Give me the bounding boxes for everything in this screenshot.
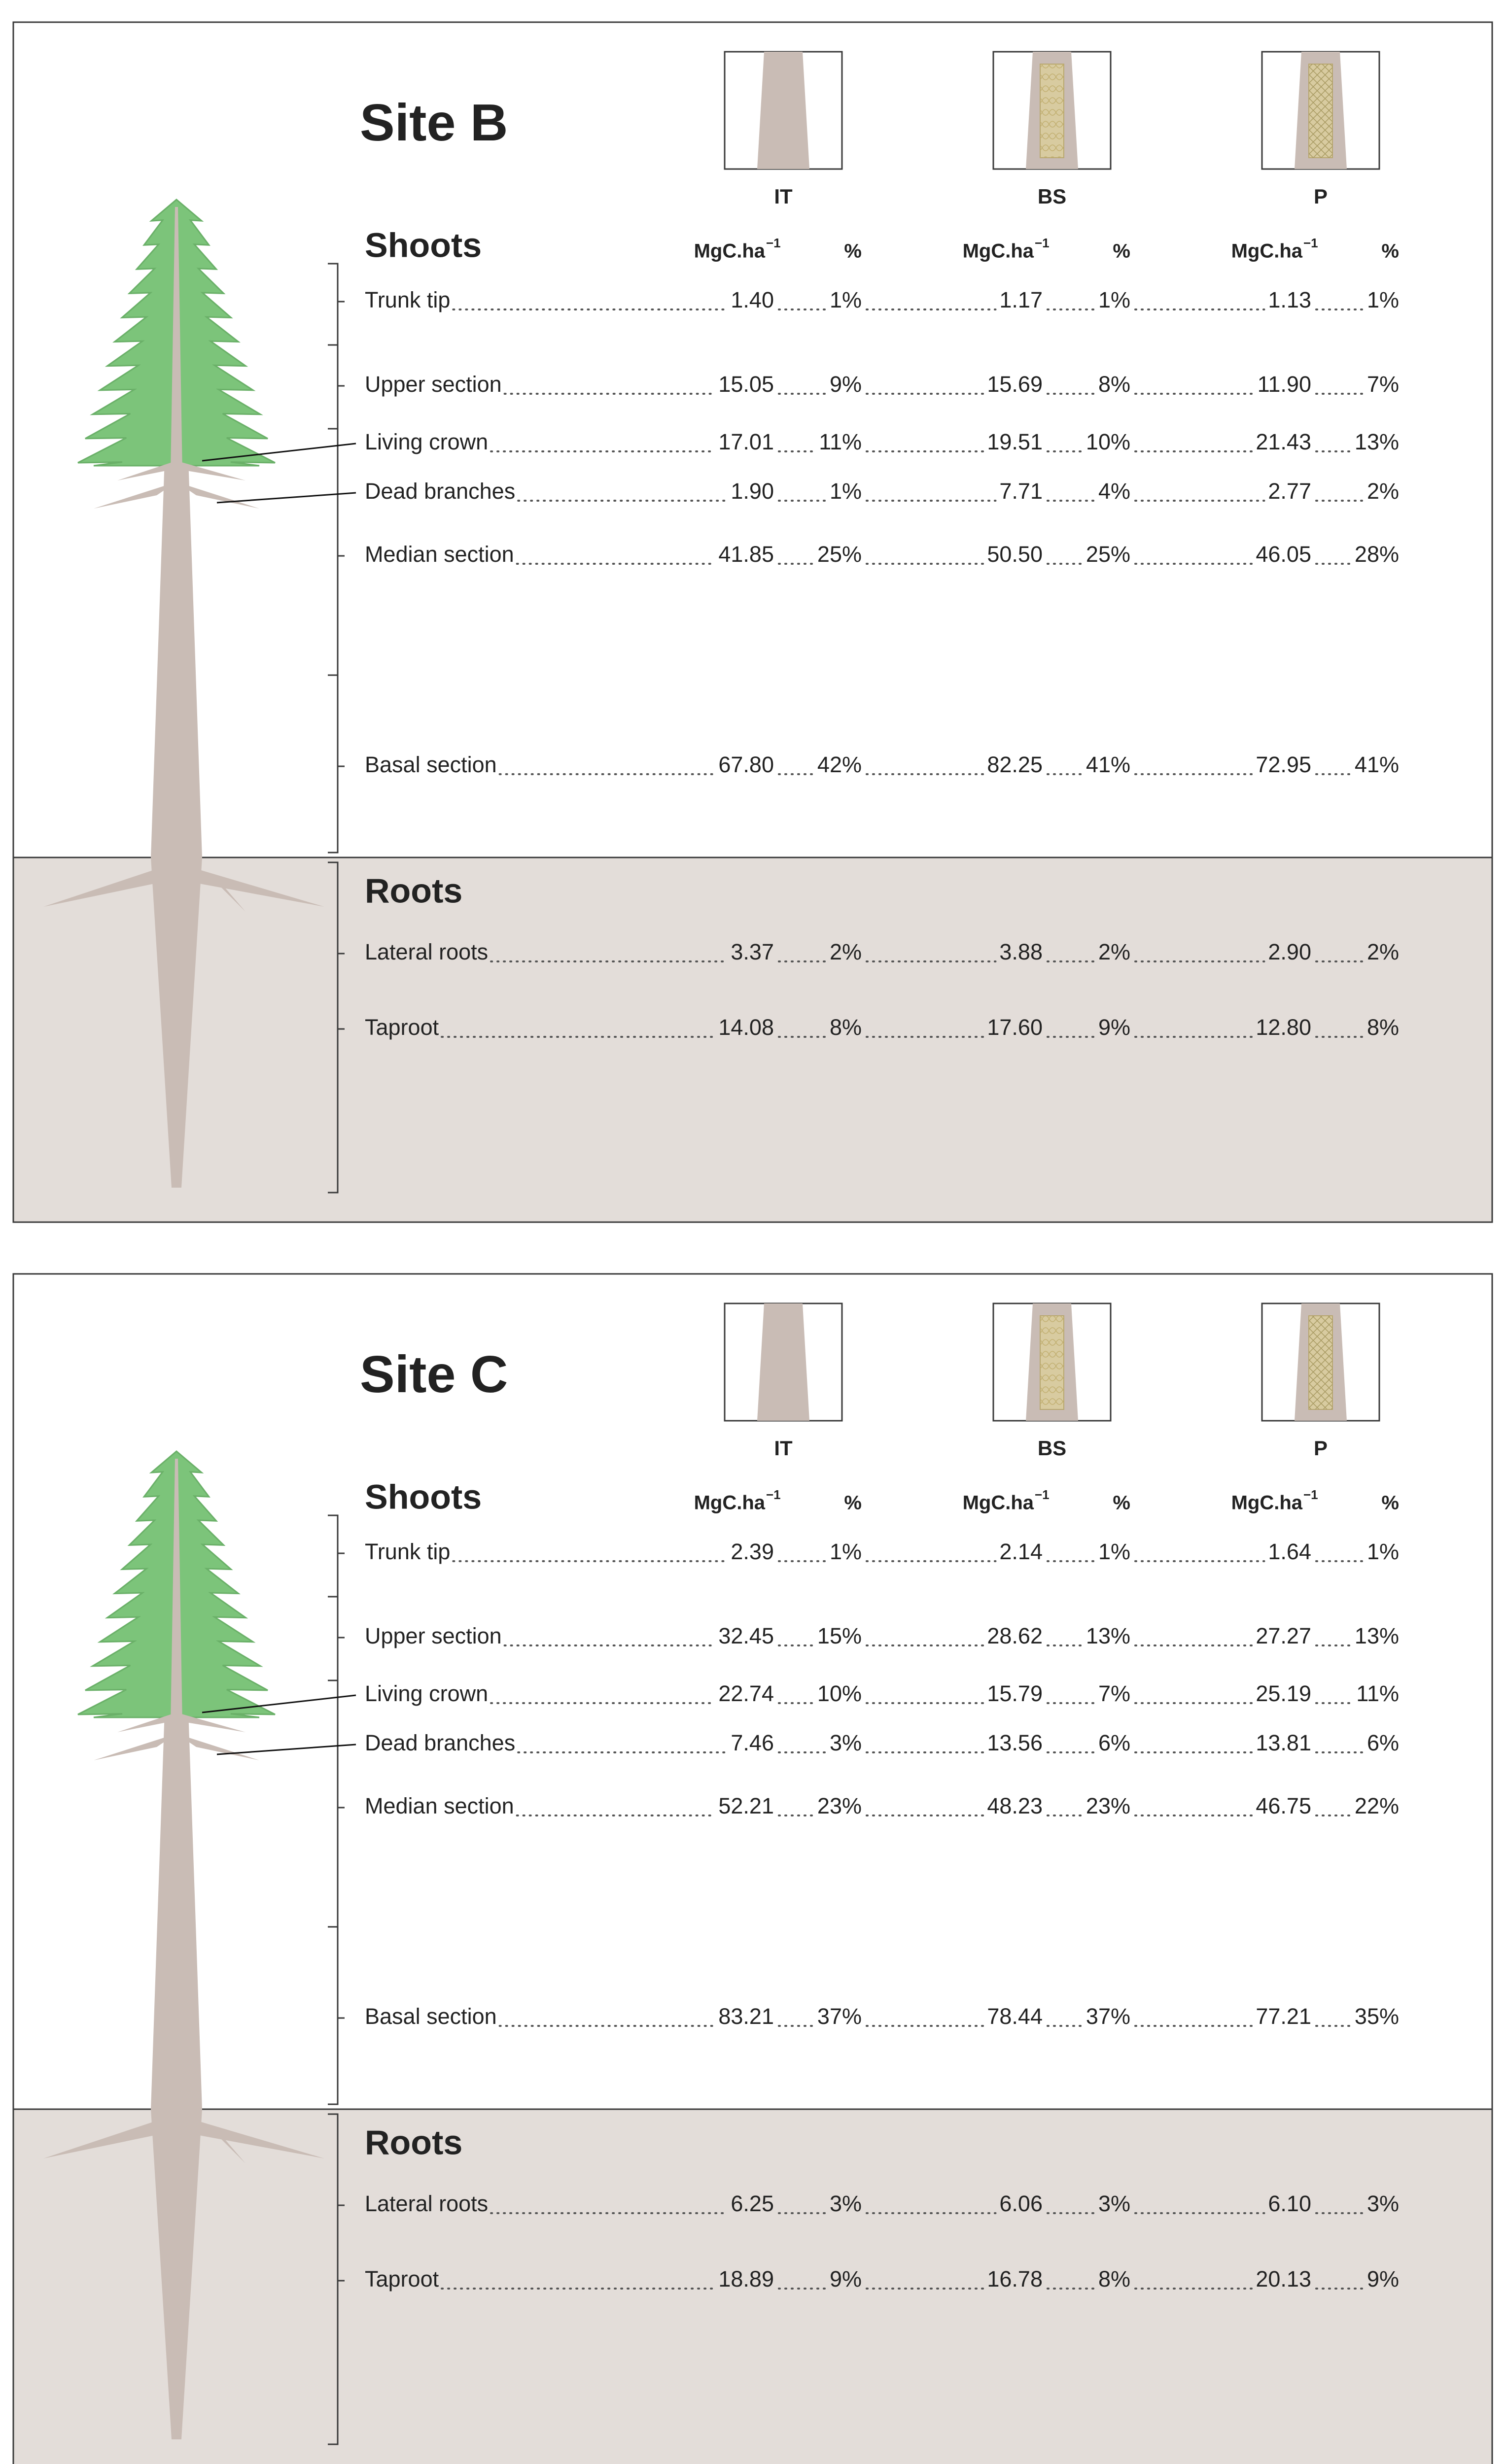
roots-heading: Roots [365,2123,463,2162]
value-percent: 8% [1098,371,1130,397]
unit-header: MgC.ha [1231,240,1302,262]
column-header-it: IT [774,1437,793,1460]
column-header-it: IT [774,185,793,208]
value-percent: 28% [1354,541,1399,567]
section-bracket [328,264,338,345]
unit-header: MgC.ha [962,240,1034,262]
site-title: Site C [360,1345,508,1403]
section-bracket [328,1515,338,1597]
value-mgc: 46.75 [1256,1793,1311,1818]
table-row [365,1681,1399,1706]
value-percent: 13% [1354,1623,1399,1648]
row-label: Basal section [365,752,497,777]
row-label: Lateral roots [365,939,489,964]
column-header-bs: BS [1037,1437,1067,1460]
value-percent: 10% [817,1680,862,1706]
value-mgc: 3.88 [999,939,1043,964]
unit-header: MgC.ha [694,1492,765,1514]
row-label: Trunk tip [365,1539,451,1564]
unit-header: MgC.ha [694,240,765,262]
value-percent: 1% [1366,287,1399,312]
value-percent: 13% [1354,429,1399,454]
sample-core-texture [1309,64,1332,158]
value-percent: 7% [1098,1680,1130,1706]
value-percent: 11% [819,429,862,454]
value-mgc: 17.60 [987,1014,1043,1040]
value-mgc: 78.44 [987,2003,1043,2029]
value-percent: 2% [829,939,862,964]
table-row [365,2004,1399,2029]
sample-bark-pattern-icon [993,52,1111,169]
value-percent: 25% [817,541,862,567]
value-mgc: 50.50 [987,541,1043,567]
value-mgc: 6.25 [731,2190,774,2216]
value-mgc: 16.78 [987,2266,1043,2292]
shoots-heading: Shoots [365,226,482,265]
value-mgc: 3.37 [731,939,774,964]
value-percent: 9% [1098,1014,1130,1040]
value-percent: 37% [1086,2003,1130,2029]
sample-pattern-icon [1262,1303,1379,1421]
value-percent: 6% [1366,1730,1399,1755]
value-mgc: 11.90 [1257,371,1311,397]
value-mgc: 32.45 [718,1623,774,1648]
row-label: Lateral roots [365,2190,489,2216]
value-percent: 37% [817,2003,862,2029]
value-mgc: 22.74 [718,1680,774,1706]
percent-header: % [844,1492,862,1514]
value-mgc: 1.64 [1268,1539,1311,1564]
sample-pattern-icon [1262,52,1379,169]
value-percent: 11% [1356,1680,1399,1706]
value-percent: 41% [1354,752,1399,777]
value-percent: 23% [1086,1793,1130,1818]
table-row [365,1539,1399,1564]
percent-header: % [1113,1492,1130,1514]
value-percent: 10% [1086,429,1130,454]
value-percent: 42% [817,752,862,777]
shoots-heading: Shoots [365,1477,482,1516]
sample-trunk [757,1303,809,1421]
value-percent: 3% [1098,2190,1130,2216]
value-percent: 25% [1086,541,1130,567]
site-panel-site-b [13,22,1492,1222]
section-bracket [328,429,338,675]
row-label: Upper section [365,1623,502,1648]
row-label: Basal section [365,2003,497,2029]
table-row [365,287,1399,312]
value-percent: 1% [829,478,862,504]
value-mgc: 19.51 [987,429,1043,454]
section-bracket [328,675,338,853]
value-percent: 8% [829,1014,862,1040]
row-label: Median section [365,541,514,567]
unit-superscript: −1 [766,1487,781,1502]
dead-branches-pointer [217,493,356,503]
row-label: Upper section [365,371,502,397]
value-percent: 22% [1354,1793,1399,1818]
table-row [365,429,1399,454]
value-mgc: 67.80 [718,752,774,777]
value-mgc: 2.77 [1268,478,1311,504]
value-percent: 9% [829,371,862,397]
sample-bark-pattern-icon [993,1303,1111,1421]
table-row [365,1623,1399,1648]
value-mgc: 15.05 [718,371,774,397]
value-mgc: 18.89 [718,2266,774,2292]
site-panel-site-c [13,1274,1492,2464]
percent-header: % [1381,1492,1399,1514]
unit-header: MgC.ha [1231,1492,1302,1514]
value-percent: 1% [829,287,862,312]
value-mgc: 82.25 [987,752,1043,777]
table-row [365,752,1399,777]
sample-core-texture [1309,1316,1332,1409]
value-mgc: 12.80 [1256,1014,1311,1040]
value-percent: 23% [817,1793,862,1818]
percent-header: % [1381,240,1399,262]
value-percent: 7% [1366,371,1399,397]
value-percent: 1% [1098,1539,1130,1564]
row-label: Dead branches [365,1730,516,1755]
section-bracket [328,345,338,429]
value-percent: 1% [1098,287,1130,312]
sample-plain-icon [725,1303,842,1421]
value-mgc: 14.08 [718,1014,774,1040]
value-mgc: 21.43 [1256,429,1311,454]
value-percent: 9% [829,2266,862,2292]
section-bracket [328,1927,338,2104]
table-row [365,1730,1399,1755]
value-percent: 1% [829,1539,862,1564]
value-percent: 2% [1366,478,1399,504]
site-title: Site B [360,94,508,152]
value-percent: 6% [1098,1730,1130,1755]
table-row [365,542,1399,567]
value-mgc: 17.01 [718,429,774,454]
row-label: Taproot [365,1014,439,1040]
row-label: Trunk tip [365,287,451,312]
value-percent: 3% [1366,2190,1399,2216]
value-mgc: 15.79 [987,1680,1043,1706]
column-header-bs: BS [1037,185,1067,208]
column-header-p: P [1313,1437,1328,1460]
value-mgc: 77.21 [1256,2003,1311,2029]
value-mgc: 7.46 [731,1730,774,1755]
value-mgc: 2.39 [731,1539,774,1564]
value-mgc: 83.21 [718,2003,774,2029]
row-label: Living crown [365,1680,489,1706]
value-mgc: 1.13 [1268,287,1311,312]
value-percent: 3% [829,1730,862,1755]
value-percent: 35% [1354,2003,1399,2029]
value-mgc: 27.27 [1256,1623,1311,1648]
value-percent: 41% [1086,752,1130,777]
value-percent: 9% [1366,2266,1399,2292]
table-row [365,1793,1399,1818]
value-mgc: 48.23 [987,1793,1043,1818]
value-mgc: 15.69 [987,371,1043,397]
value-mgc: 6.10 [1268,2190,1311,2216]
value-mgc: 41.85 [718,541,774,567]
unit-header: MgC.ha [962,1492,1034,1514]
table-row [365,479,1399,504]
column-header-p: P [1313,185,1328,208]
roots-heading: Roots [365,871,463,910]
value-mgc: 13.81 [1256,1730,1311,1755]
value-mgc: 13.56 [987,1730,1043,1755]
value-mgc: 6.06 [999,2190,1043,2216]
value-percent: 4% [1098,478,1130,504]
row-label: Dead branches [365,478,516,504]
unit-superscript: −1 [1303,1487,1318,1502]
row-label: Taproot [365,2266,439,2292]
value-percent: 1% [1366,1539,1399,1564]
value-mgc: 52.21 [718,1793,774,1818]
table-row [365,372,1399,397]
value-percent: 3% [829,2190,862,2216]
value-percent: 15% [817,1623,862,1648]
value-mgc: 72.95 [1256,752,1311,777]
row-label: Living crown [365,429,489,454]
percent-header: % [844,240,862,262]
dead-branches-pointer [217,1745,356,1754]
sample-core-texture [1040,1316,1064,1409]
unit-superscript: −1 [766,235,781,250]
row-label: Median section [365,1793,514,1818]
section-bracket [328,1680,338,1927]
value-percent: 8% [1098,2266,1130,2292]
unit-superscript: −1 [1303,235,1318,250]
value-percent: 2% [1098,939,1130,964]
roots-background [13,857,1492,1222]
value-mgc: 1.90 [731,478,774,504]
value-mgc: 46.05 [1256,541,1311,567]
unit-superscript: −1 [1035,235,1050,250]
value-percent: 2% [1366,939,1399,964]
percent-header: % [1113,240,1130,262]
value-mgc: 1.17 [999,287,1043,312]
value-mgc: 28.62 [987,1623,1043,1648]
value-mgc: 25.19 [1256,1680,1311,1706]
value-percent: 8% [1366,1014,1399,1040]
value-mgc: 1.40 [731,287,774,312]
sample-trunk [757,52,809,169]
section-bracket [328,1597,338,1680]
value-percent: 13% [1086,1623,1130,1648]
value-mgc: 20.13 [1256,2266,1311,2292]
value-mgc: 7.71 [999,478,1043,504]
value-mgc: 2.14 [999,1539,1043,1564]
sample-core-texture [1040,64,1064,158]
value-mgc: 2.90 [1268,939,1311,964]
sample-plain-icon [725,52,842,169]
unit-superscript: −1 [1035,1487,1050,1502]
